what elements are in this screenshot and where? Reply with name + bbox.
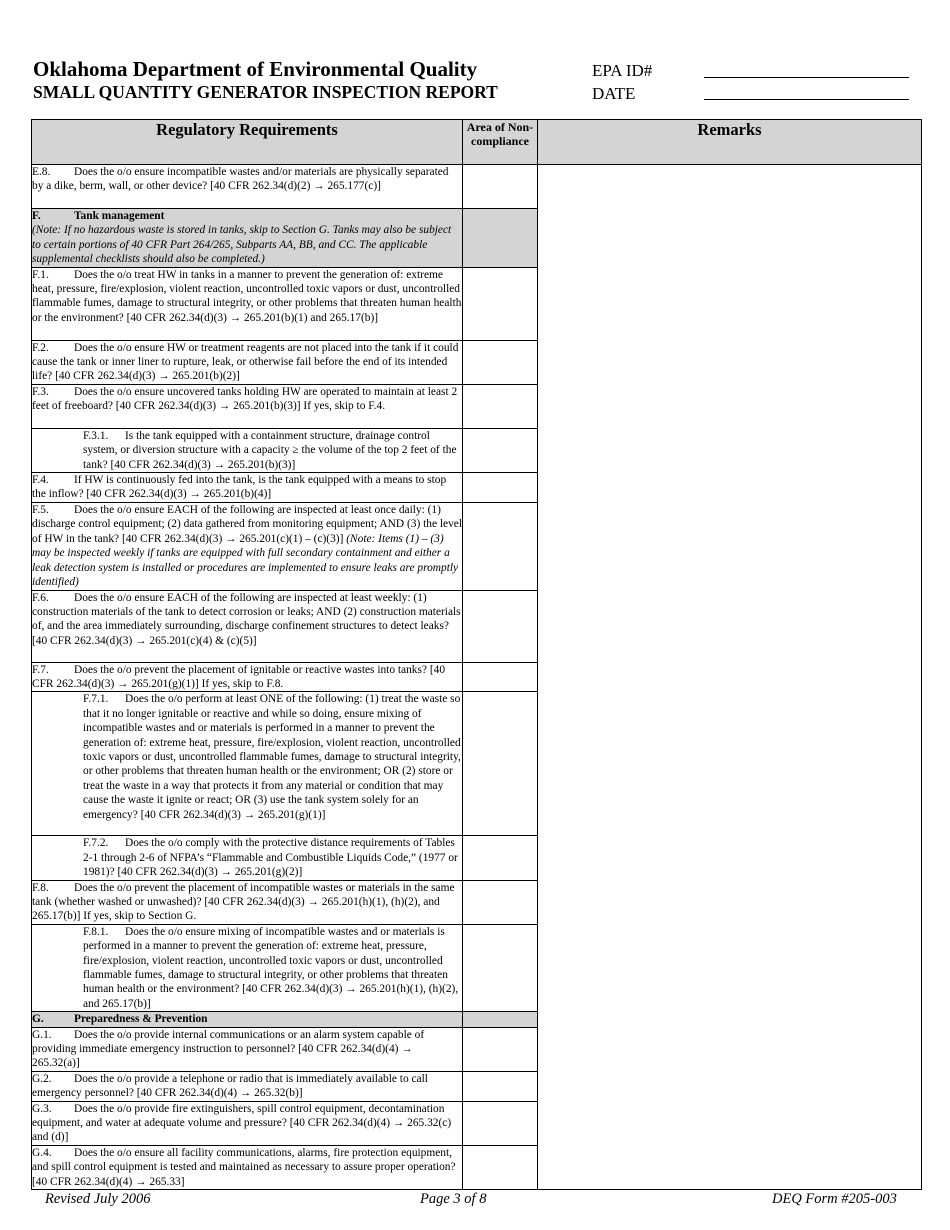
requirement-cell: F.2. Does the o/o ensure HW or treatment reagents are not placed into the tank if it could cause the tank or inner liner to rupture, leak, or otherwise fail before the end of its intended life? [40 CFR 262.34(d)(3) → 265.201(b)(2)] bbox=[32, 340, 463, 384]
inspection-table bbox=[31, 119, 922, 1190]
noncompliance-cell[interactable] bbox=[463, 503, 538, 590]
noncompliance-cell[interactable] bbox=[463, 165, 538, 209]
col-header-remarks: Remarks bbox=[538, 120, 922, 165]
requirement-cell: G.3. Does the o/o provide fire extinguishers, spill control equipment, decontamination equipment, and water at adequate volume and pressure? [40 CFR 262.34(d)(4) → 265.32(c) and (d)] bbox=[32, 1101, 463, 1145]
requirement-cell: F.7.2. Does the o/o comply with the protective distance requirements of Tables 2-1 through 2-6 of NFPA’s “Flammable and Combustible Liquids Code,” (1977 or 1981)? [40 CFR 262.34(d)(3) → 265.201(g)(2)] bbox=[32, 836, 463, 880]
requirement-cell: F.4. If HW is continuously fed into the tank, is the tank equipped with a means to stop the inflow? [40 CFR 262.34(d)(3) → 265.201(b)(4)] bbox=[32, 473, 463, 503]
date-field[interactable] bbox=[704, 99, 909, 100]
noncompliance-cell bbox=[463, 209, 538, 268]
noncompliance-cell[interactable] bbox=[463, 880, 538, 924]
section-f-cell: F. Tank management (Note: If no hazardous waste is stored in tanks, skip to Section G. Tanks may also be subject to certain portions of 40 CFR Part 264/265, Subparts AA, BB, and CC. The applicable supplemental checklists should also be completed.) bbox=[32, 209, 463, 268]
requirement-cell: F.8.1. Does the o/o ensure mixing of incompatible wastes and or materials is performed in a manner to prevent the generation of: extreme heat, pressure, fire/explosion, violent reaction, uncontrolled toxic vapors or dust, uncontrolled flammable fumes, damage to structural integrity, or other problems that threaten human health or the environment? [40 CFR 262.34(d)(3) → 265.201(h)(1), (h)(2), and 265.17(b)] bbox=[32, 924, 463, 1011]
requirement-cell: F.8. Does the o/o prevent the placement of incompatible wastes or materials in the same tank (whether washed or unwashed)? [40 CFR 262.34(d)(3) → 265.201(h)(1), (h)(2), and 265.17(b)] If yes, skip to Section G. bbox=[32, 880, 463, 924]
noncompliance-cell[interactable] bbox=[463, 473, 538, 503]
noncompliance-cell[interactable] bbox=[463, 1071, 538, 1101]
col-header-requirements: Regulatory Requirements bbox=[32, 120, 463, 165]
noncompliance-cell[interactable] bbox=[463, 590, 538, 662]
noncompliance-cell[interactable] bbox=[463, 1145, 538, 1189]
requirement-cell: E.8. Does the o/o ensure incompatible wastes and/or materials are physically separated by a dike, berm, wall, or other device? [40 CFR 262.34(d)(2) → 265.177(c)] bbox=[32, 165, 463, 209]
section-g-cell: G. Preparedness & Prevention bbox=[32, 1012, 463, 1027]
footer-revised: Revised July 2006 bbox=[45, 1191, 151, 1207]
requirement-cell: G.2. Does the o/o provide a telephone or radio that is immediately available to call emergency personnel? [40 CFR 262.34(d)(4) → 265.32(b)] bbox=[32, 1071, 463, 1101]
noncompliance-cell[interactable] bbox=[463, 384, 538, 428]
noncompliance-cell[interactable] bbox=[463, 1027, 538, 1071]
noncompliance-cell[interactable] bbox=[463, 267, 538, 340]
requirement-cell: F.5. Does the o/o ensure EACH of the following are inspected at least once daily: (1) discharge control equipment; (2) data gathered from monitoring equipment; AND (3) the level of HW in the tank? [40 CFR 262.34(d)(3) → 265.201(c)(1) – (c)(3)] (Note: Items (1) – (3) may be inspected weekly if tanks are equipped with full secondary containment and either a leak detection system is installed or procedures are implemented to ensure leaks are promptly identified) bbox=[32, 504, 462, 589]
noncompliance-cell[interactable] bbox=[463, 1101, 538, 1145]
table-row bbox=[32, 165, 922, 209]
noncompliance-cell[interactable] bbox=[463, 662, 538, 692]
col-header-area: Area of Non-compliance bbox=[463, 120, 538, 165]
requirement-cell: G.1. Does the o/o provide internal communications or an alarm system capable of providing immediate emergency instruction to personnel? [40 CFR 262.34(d)(4) → 265.32(a)] bbox=[32, 1027, 463, 1071]
requirement-cell: F.6. Does the o/o ensure EACH of the following are inspected at least weekly: (1) construction materials of the tank to detect corrosion or leaks; AND (2) construction materials of, and the area immediately surrounding, discharge confinement structures to detect leaks? [40 CFR 262.34(d)(3) → 265.201(c)(4) & (c)(5)] bbox=[32, 590, 463, 662]
noncompliance-cell[interactable] bbox=[463, 428, 538, 472]
epa-id-label: EPA ID# bbox=[592, 61, 653, 80]
epa-id-field[interactable] bbox=[704, 77, 909, 78]
requirement-cell: G.4. Does the o/o ensure all facility communications, alarms, fire protection equipment, and spill control equipment is tested and maintained as necessary to assure proper operation? [40 CFR 262.34(d)(4) → 265.33] bbox=[32, 1145, 463, 1189]
date-label: DATE bbox=[592, 84, 636, 103]
agency-title: Oklahoma Department of Environmental Quality bbox=[33, 57, 478, 81]
requirement-cell: F.3.1. Is the tank equipped with a containment structure, drainage control system, or diversion structure with a capacity ≥ the volume of the top 2 feet of the tank? [40 CFR 262.34(d)(3) → 265.201(b)(3)] bbox=[32, 428, 463, 472]
noncompliance-cell[interactable] bbox=[463, 340, 538, 384]
report-title: SMALL QUANTITY GENERATOR INSPECTION REPORT bbox=[33, 82, 498, 102]
requirement-cell: F.7. Does the o/o prevent the placement of ignitable or reactive wastes into tanks? [40 CFR 262.34(d)(3) → 265.201(g)(1)] If yes, skip to F.8. bbox=[32, 662, 463, 692]
requirement-cell: F.7.1. Does the o/o perform at least ONE of the following: (1) treat the waste so that it no longer ignitable or reactive and while so doing, ensure mixing of incompatible wastes and or materials is performed in a manner to prevent the generation of: extreme heat, pressure, fire/explosion, violent reaction, uncontrolled toxic vapors or dust, uncontrolled flammable fumes, damage to structural integrity, or other problems that threaten human health or the environment; OR (2) store or treat the waste in a way that protects it from any material or condition that may cause the waste it ignite or react; OR (3) use the tank system solely for an emergency? [40 CFR 262.34(d)(3) → 265.201(g)(1)] bbox=[32, 692, 463, 836]
noncompliance-cell bbox=[463, 1012, 538, 1027]
remarks-cell[interactable] bbox=[538, 165, 922, 1190]
requirement-cell: F.3. Does the o/o ensure uncovered tanks holding HW are operated to maintain at least 2 feet of freeboard? [40 CFR 262.34(d)(3) → 265.201(b)(3)] If yes, skip to F.4. bbox=[32, 384, 463, 428]
footer-page-number: Page 3 of 8 bbox=[420, 1191, 487, 1207]
noncompliance-cell[interactable] bbox=[463, 692, 538, 836]
requirement-cell: F.1. Does the o/o treat HW in tanks in a manner to prevent the generation of: extreme heat, pressure, fire/explosion, violent reaction, uncontrolled toxic vapors or dust, uncontrolled flammable fumes, damage to structural integrity, or other problems that threaten human health or the environment? [40 CFR 262.34(d)(3) → 265.201(b)(1) and 265.17(b)] bbox=[32, 267, 463, 340]
footer-form-number: DEQ Form #205-003 bbox=[772, 1191, 897, 1207]
noncompliance-cell[interactable] bbox=[463, 836, 538, 880]
noncompliance-cell[interactable] bbox=[463, 924, 538, 1011]
